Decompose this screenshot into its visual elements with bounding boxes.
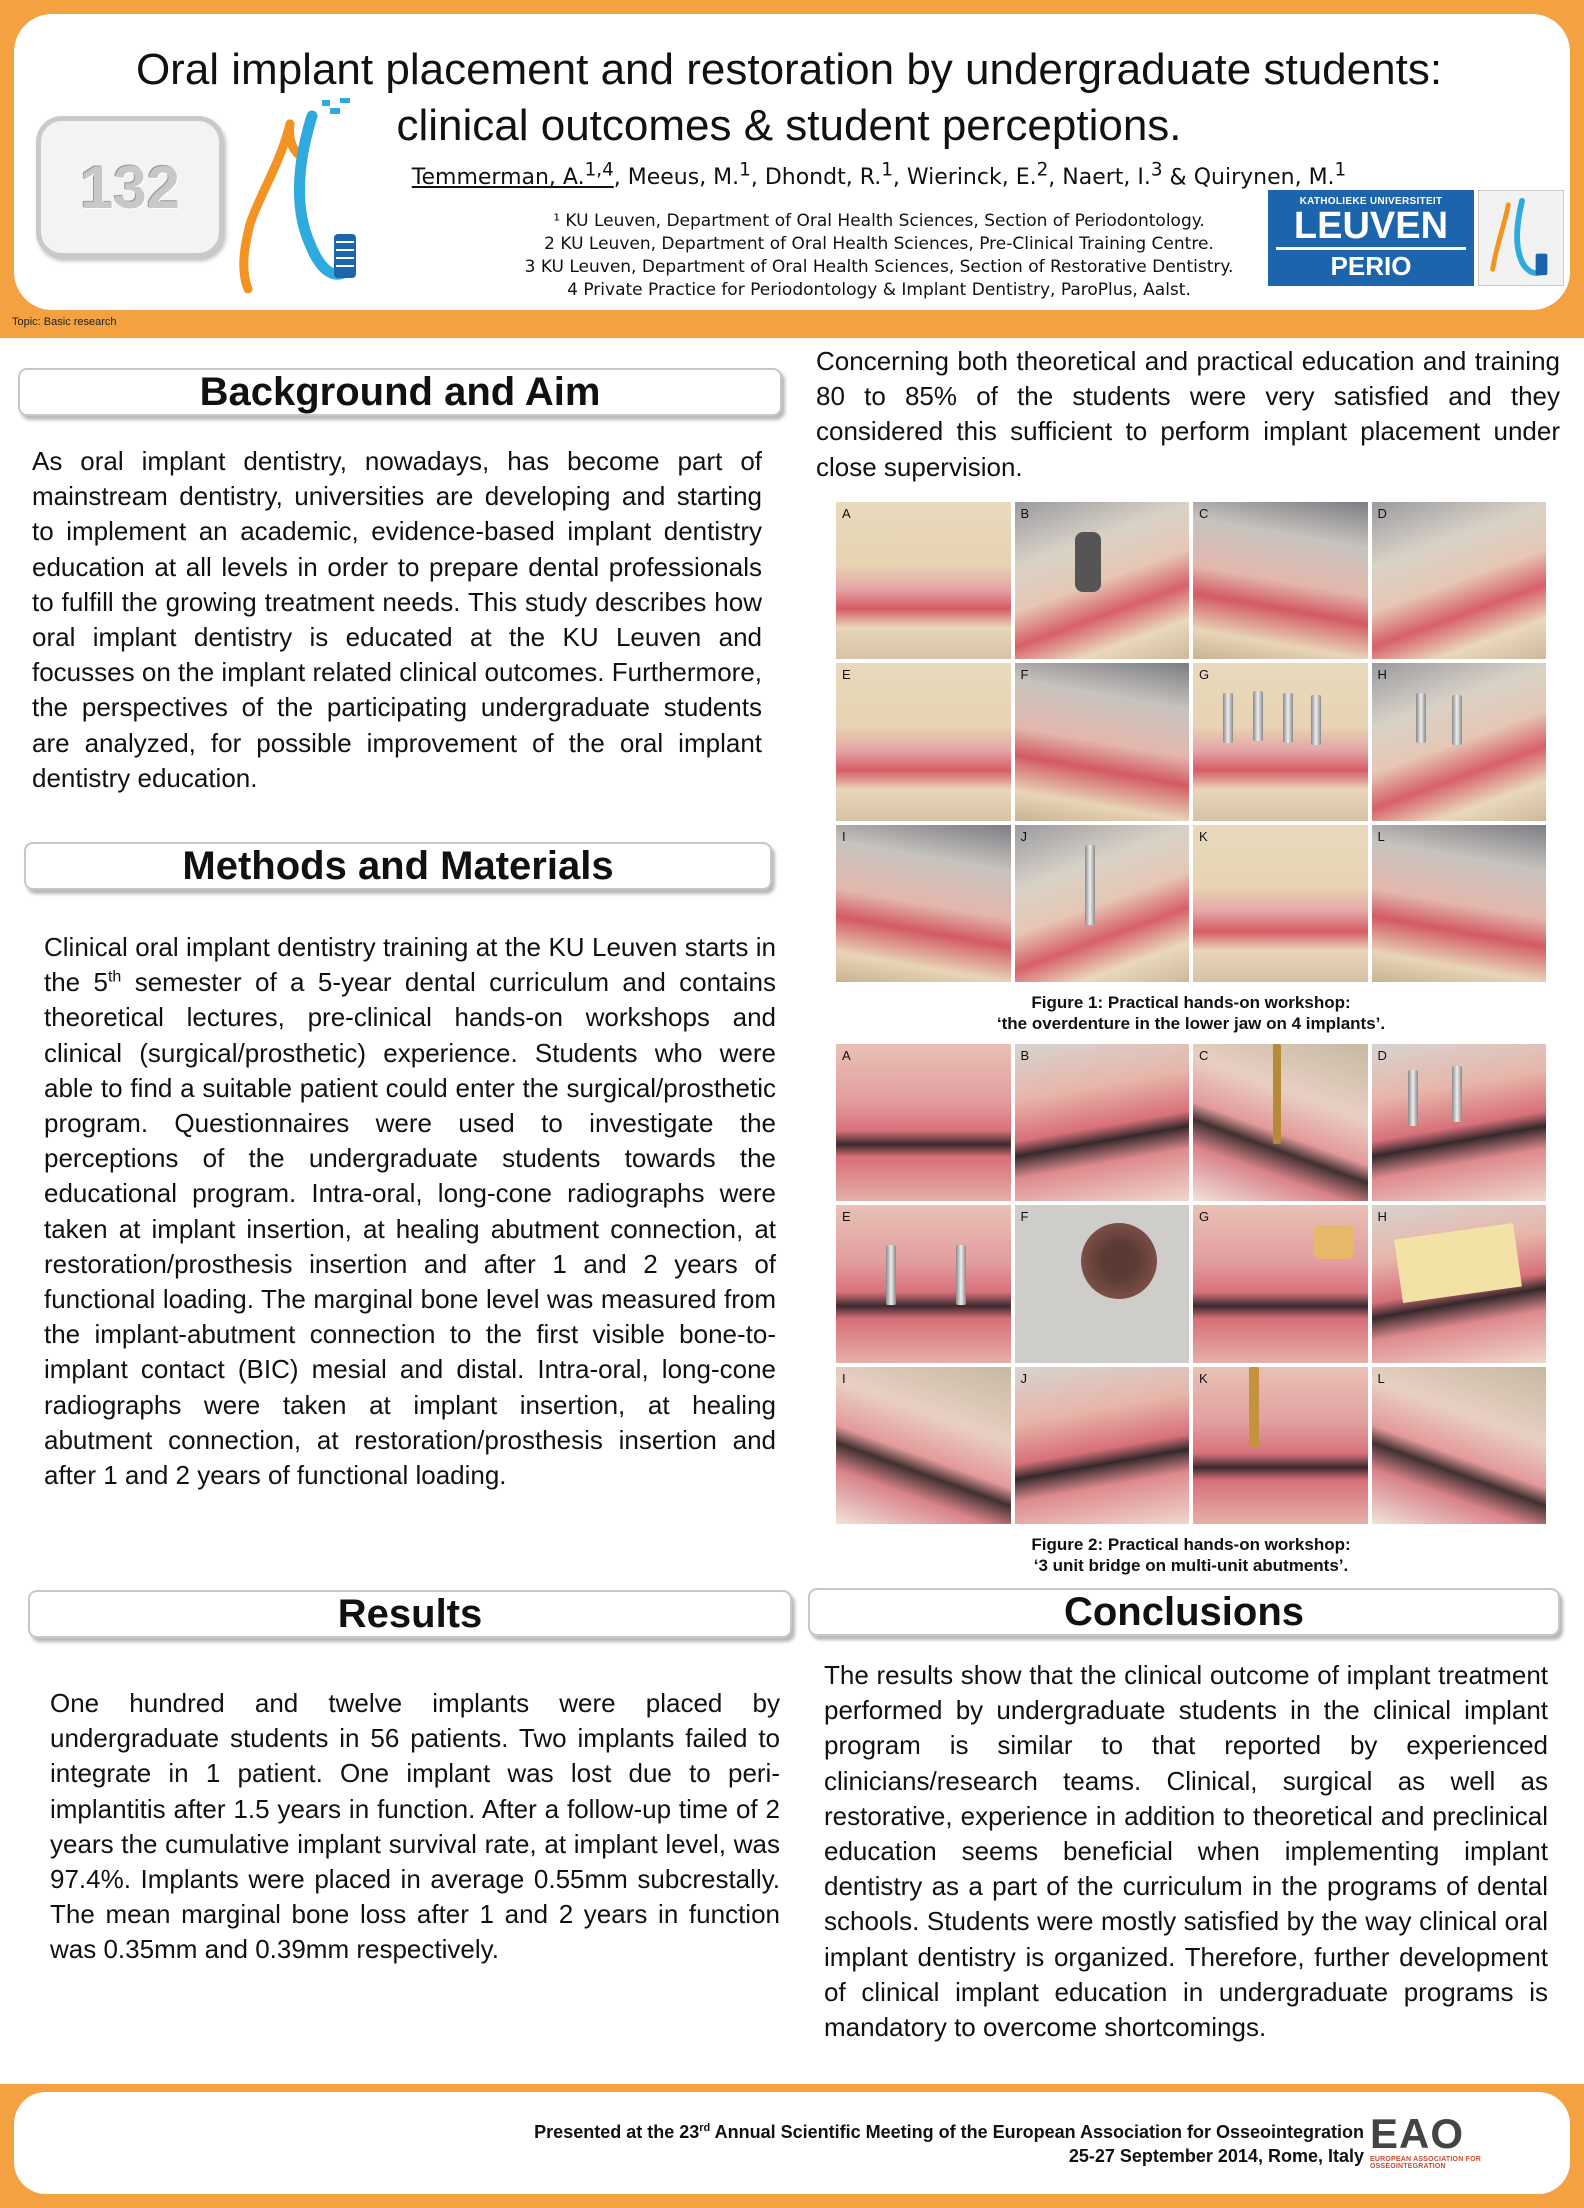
logo-divider xyxy=(1276,247,1466,250)
meeting-line-2: 25-27 September 2014, Rome, Italy xyxy=(1068,2146,1364,2166)
figure-1-panel xyxy=(1193,502,1368,659)
author: Dhondt, R.$^1$ xyxy=(764,160,893,191)
panel-label: I xyxy=(842,828,846,844)
figure-1-panel xyxy=(1015,502,1190,659)
title-line-2: clinical outcomes & student perceptions. xyxy=(396,101,1182,150)
figure-2-panel xyxy=(836,1044,1011,1201)
results-heading: Results xyxy=(28,1590,792,1638)
affiliations xyxy=(434,210,1324,302)
poster-body xyxy=(0,338,1584,2084)
figure-2-panel xyxy=(1372,1205,1547,1362)
author: Naert, I.$^3$ xyxy=(1062,160,1163,191)
toothbrush-logo-icon xyxy=(230,94,370,294)
figure-2-panel xyxy=(1015,1367,1190,1524)
background-text: As oral implant dentistry, nowadays, has become part of mainstream dentistry, universities are developing and starting to implement an academic, evidence-based implant dentistry education at all levels in order to prepare dental professionals to fulfill the growing treatment needs. This study describes how oral implant dentistry is educated at the KU Leuven and focusses on the implant related clinical outcomes. Furthermore, the perspectives of the participating undergraduate students are analyzed, for possible improvement of the oral implant dentistry education. xyxy=(32,446,762,793)
affiliation-2: 2 KU Leuven, Department of Oral Health Sciences, Pre-Clinical Training Centre. xyxy=(544,234,1214,254)
panel-label: D xyxy=(1377,1048,1387,1063)
affiliation-3: 3 KU Leuven, Department of Oral Health Sciences, Section of Restorative Dentistry. xyxy=(524,257,1234,277)
figure-1-panel xyxy=(1015,663,1190,820)
logo-line-3: PERIO xyxy=(1330,251,1412,281)
figure-2-caption: Figure 2: Practical hands-on workshop: ‘3 unit bridge on multi-unit abutments’. xyxy=(1031,1535,1351,1575)
figure-1-panel xyxy=(1372,825,1547,982)
meeting-line-1: Presented at the 23rd Annual Scientific Meeting of the European Association for Osseointegration xyxy=(534,2122,1364,2142)
panel-label: K xyxy=(1199,828,1208,844)
satisfaction-text: Concerning both theoretical and practical education and training 80 to 85% of the students were very satisfied and they considered this sufficient to perform implant placement under close supervision. xyxy=(816,346,1560,482)
title-line-1: Oral implant placement and restoration by undergraduate students: xyxy=(135,45,1443,94)
panel-label: A xyxy=(842,506,851,521)
meeting-info xyxy=(534,2116,1364,2168)
methods-heading: Methods and Materials xyxy=(24,842,772,890)
figure-2-panel xyxy=(1015,1044,1190,1201)
panel-label: C xyxy=(1199,506,1209,521)
methods-text: Clinical oral implant dentistry training at the KU Leuven starts in the 5th semester of a 5-year dental curriculum and contains theoretical lectures, pre-clinical hands-on workshops and clinical (surgical/prosthetic) experience. Students who were able to find a suitable patient could enter the surgical/prosthetic program. Questionnaires were used to investigate the perceptions of the undergraduate students towards the educational program. Intra-oral, long-cone radiographs were taken at implant insertion, at healing abutment connection, at restoration/prosthesis insertion and after 1 and 2 years of functional loading. The marginal bone level was measured from the implant-abutment connection to the first visible bone-to-implant contact (BIC) mesial and distal. Intra-oral, long-cone radiographs were taken at implant insertion, at healing abutment connection, at restoration/prosthesis insertion and after 1 and 2 years of functional loading. xyxy=(44,932,777,1491)
panel-label: G xyxy=(1199,1209,1210,1225)
toothbrush-small-logo-icon xyxy=(1478,190,1564,286)
logo-line-1: KATHOLIEKE UNIVERSITEIT xyxy=(1299,196,1443,207)
author: Wierinck, E.$^2$ xyxy=(906,160,1049,191)
figure-2-panel xyxy=(1193,1205,1368,1362)
affiliation-4: 4 Private Practice for Periodontology & Implant Dentistry, ParoPlus, Aalst. xyxy=(567,280,1191,300)
panel-label: J xyxy=(1020,828,1027,844)
figure-1-panel xyxy=(836,663,1011,820)
figure-1-panel xyxy=(1372,663,1547,820)
panel-label: G xyxy=(1199,667,1210,683)
author-list: Temmerman, A.$^{1,4}$, Meeus, M.$^1$, Dhondt, R.$^1$, Wierinck, E.$^2$, Naert, I.$^3$ & Quirynen, M.$^1$ xyxy=(411,160,1347,191)
figure-1-panel xyxy=(836,502,1011,659)
figure-2-grid xyxy=(836,1044,1546,1524)
panel-label: F xyxy=(1020,667,1029,683)
poster-number: 132 xyxy=(79,153,181,221)
figure-2-panel xyxy=(1015,1205,1190,1362)
figure-2-panel xyxy=(1193,1044,1368,1201)
panel-label: A xyxy=(842,1048,851,1063)
eao-logo xyxy=(1370,2112,1548,2176)
panel-label: F xyxy=(1020,1209,1029,1225)
figure-2-panel xyxy=(1372,1367,1547,1524)
author: Meeus, M.$^1$ xyxy=(627,160,751,191)
panel-label: H xyxy=(1377,1209,1387,1225)
figure-2-panel xyxy=(1372,1044,1547,1201)
conclusions-text: The results show that the clinical outcome of implant treatment performed by undergraduate students in the clinical implant program is similar to that reported by experienced clinicians/research teams. Clinical, surgical as well as restorative, experience in addition to theoretical and preclinical education seems beneficial when implementing implant dentistry as a part of the curriculum in the programs of dental schools. Students were mostly satisfied by the way clinical oral implant dentistry is organized. Therefore, further development of clinical implant education in undergraduate programs is mandatory to overcome shortcomings. xyxy=(824,1660,1548,2043)
poster-footer xyxy=(14,2092,1570,2194)
figure-1-caption: Figure 1: Practical hands-on workshop: ‘the overdenture in the lower jaw on 4 implants’. xyxy=(996,993,1386,1033)
background-heading: Background and Aim xyxy=(18,368,782,416)
topic-label: Topic: Basic research xyxy=(12,316,117,328)
panel-label: J xyxy=(1020,1370,1027,1386)
panel-label: B xyxy=(1020,506,1030,521)
panel-label: E xyxy=(842,1209,851,1225)
affiliation-1: ¹ KU Leuven, Department of Oral Health Sciences, Section of Periodontology. xyxy=(553,211,1205,231)
poster-header xyxy=(14,14,1570,310)
panel-label: H xyxy=(1377,667,1387,683)
ku-leuven-logo xyxy=(1268,190,1474,286)
panel-label: L xyxy=(1377,1370,1385,1386)
panel-label: B xyxy=(1020,1048,1030,1063)
figure-2-panel xyxy=(836,1205,1011,1362)
figure-1-panel xyxy=(1193,663,1368,820)
figure-2-panel xyxy=(836,1367,1011,1524)
figure-1-grid xyxy=(836,502,1546,982)
logo-line-2: LEUVEN xyxy=(1293,205,1449,247)
panel-label: L xyxy=(1377,828,1385,844)
figure-1-panel xyxy=(1015,825,1190,982)
panel-label: E xyxy=(842,667,851,683)
figure-1-panel xyxy=(1372,502,1547,659)
figure-1-panel xyxy=(836,825,1011,982)
eao-letters: EAO xyxy=(1370,2110,1465,2157)
panel-label: K xyxy=(1199,1370,1208,1386)
panel-label: I xyxy=(842,1370,846,1386)
first-author: Temmerman, A.$^{1,4}$ xyxy=(411,160,614,191)
results-text: One hundred and twelve implants were placed by undergraduate students in 56 patients. Two implants failed to integrate in 1 patient. One implant was lost due to peri-implantitis after 1.5 years in function. After a follow-up time of 2 years the cumulative implant survival rate, at implant level, was 97.4%. Implants were placed in average 0.55mm subcrestally. The mean marginal bone loss after 1 and 2 years in function was 0.35mm and 0.39mm respectively. xyxy=(50,1688,780,1965)
figure-2-panel xyxy=(1193,1367,1368,1524)
poster-number-badge xyxy=(36,116,224,258)
eao-subtitle: EUROPEAN ASSOCIATION FOR OSSEOINTEGRATION xyxy=(1370,2156,1481,2170)
panel-label: D xyxy=(1377,506,1387,521)
author: Quirynen, M.$^1$ xyxy=(1193,160,1347,191)
conclusions-heading: Conclusions xyxy=(808,1588,1560,1636)
panel-label: C xyxy=(1199,1048,1209,1063)
figure-1-panel xyxy=(1193,825,1368,982)
